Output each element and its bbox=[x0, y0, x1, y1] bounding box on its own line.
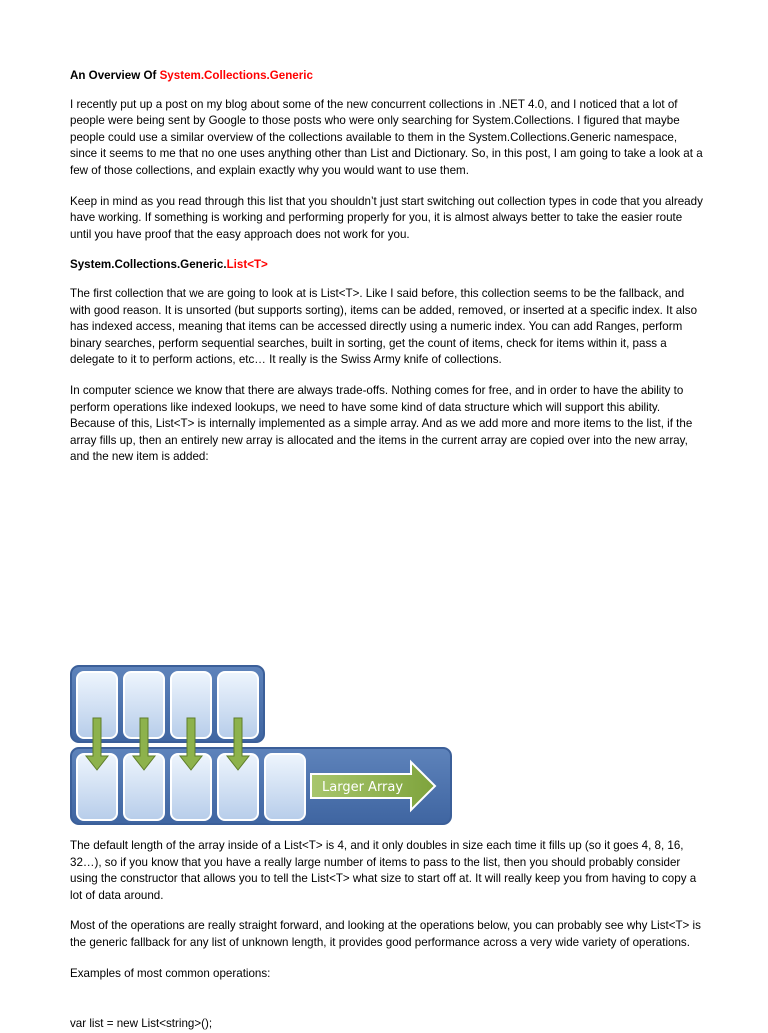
after-paragraph-1: The default length of the array inside of a List<T> is 4, and it only doubles in size each time it fills up (so it goes 4, 8, 16, 32…), so if you know that you have a really large number of items to pass to the list, then you should probably consider using the constructor that allows you to tell the List<T> what size to start off at. It will really keep you from having to copy a lot of data around. bbox=[70, 839, 697, 902]
section-prefix: System.Collections.Generic. bbox=[70, 258, 227, 272]
body-paragraph-1: The first collection that we are going to look at is List<T>. Like I said before, this collection seems to be the fallback, and with good reason. It is unsorted (but supports sorting), items can be added, removed, or inserted at a specific index. It also has indexed access, meaning that items can be accessed directly using a numeric index. You can add Ranges, perform binary searches, perform sequential searches, built in sorting, get the count of items, check for items within it, pass a delegate to it to perform actions, etc… It really is the Swiss Army knife of collections. bbox=[70, 286, 698, 367]
section-heading bbox=[70, 257, 704, 274]
after-paragraph-3: Examples of most common operations: bbox=[70, 966, 271, 980]
body-paragraph-2: In computer science we know that there are always trade-offs. Nothing comes for free, and in order to have the ability to perform operations like indexed lookups, we need to have some kind of data structure which will support this ability. Because of this, List<T> is internally implemented as a simple array. And as we add more and more items to the list, if the array fills up, then an entirely new array is allocated and the items in the current array are copied over into the new array, and the new item is added: bbox=[70, 383, 693, 464]
title-prefix: An Overview Of bbox=[70, 69, 157, 82]
intro-paragraph-1: I recently put up a post on my blog about some of the new concurrent collections in .NET 4.0, and I noticed that a lot of people were being sent by Google to those posts who were only searching for System.Collections. I figured that maybe people could use a similar overview of the collections available to them in the System.Collections.Generic namespace, since it seems to me that no one uses anything other than List and Dictionary. So, in this post, I am going to take a look at a few of those collections, and explain exactly why you would want to use them. bbox=[70, 97, 703, 177]
code-line: var list = new List<string>(); bbox=[70, 1017, 213, 1030]
title-highlight: System.Collections.Generic bbox=[159, 69, 313, 82]
page-title bbox=[70, 68, 704, 85]
section-highlight: List<T> bbox=[226, 258, 268, 272]
array-resize-diagram bbox=[69, 664, 453, 826]
document-body-continued bbox=[70, 838, 704, 996]
larger-array-label: Larger Array bbox=[322, 780, 404, 795]
large-array-cell-empty bbox=[265, 754, 305, 820]
after-paragraph-2: Most of the operations are really straight forward, and looking at the operations below, you can probably see why List<T> is the generic fallback for any list of unknown length, it provides good performance across a very wide variety of operations. bbox=[70, 919, 701, 949]
document-body bbox=[70, 68, 704, 480]
intro-paragraph-2: Keep in mind as you read through this list that you shouldn’t just start switching out collection types in code that you already have working. If something is working and performing properly for you, it is almost always better to take the easier route until you have proof that the easy approach does not work for you. bbox=[70, 194, 703, 241]
